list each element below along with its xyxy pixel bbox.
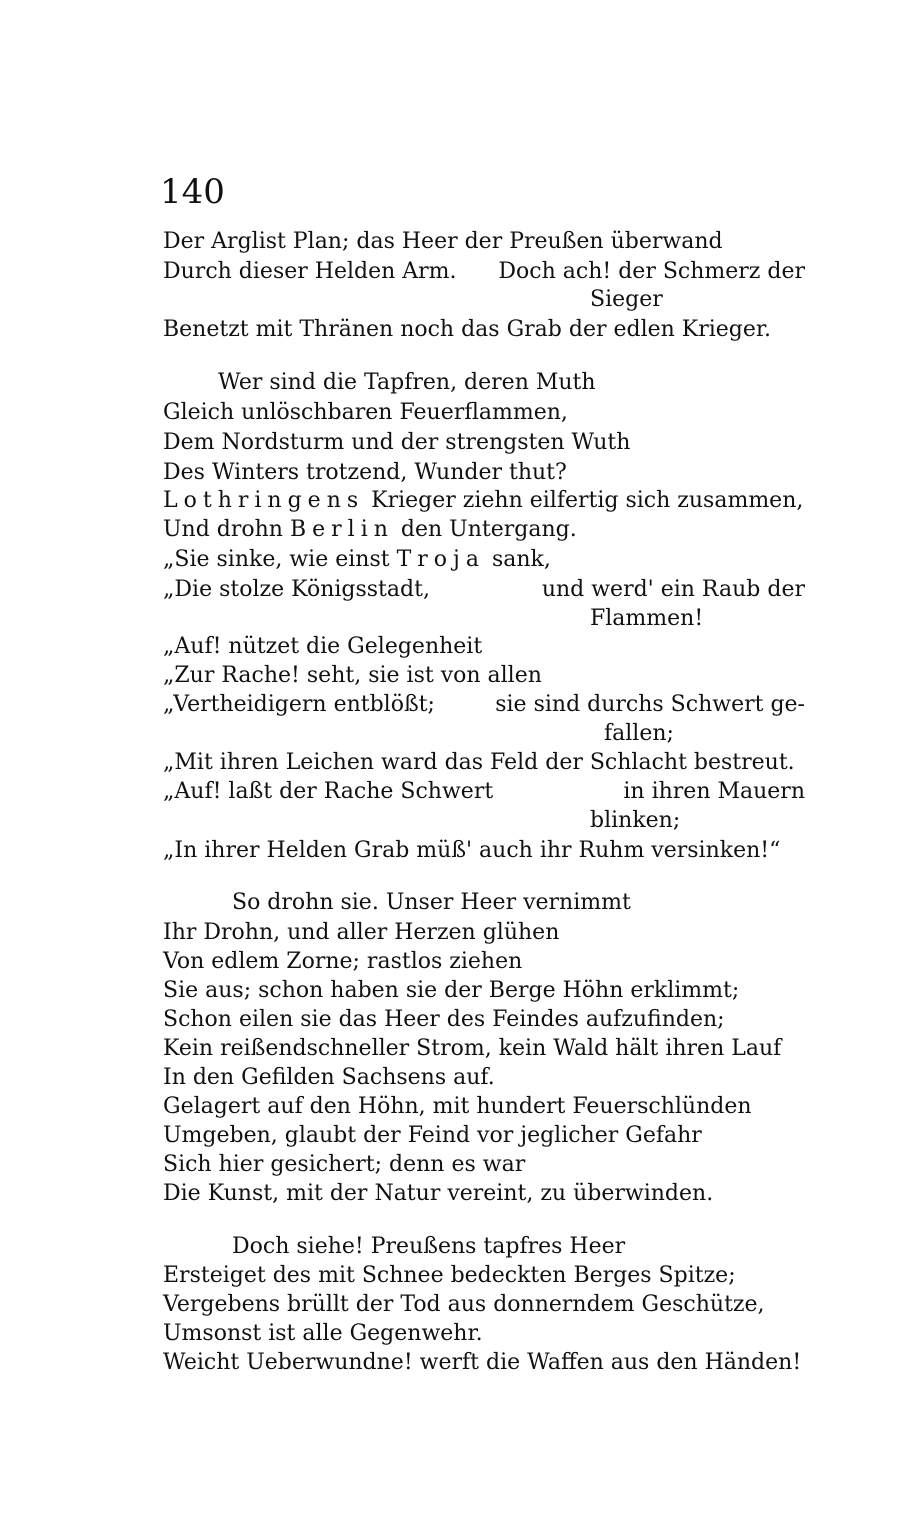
verse-line-part: sie sind durchs Schwert ge-	[495, 692, 805, 717]
verse-line: Schon eilen sie das Heer des Feindes aufzufinden;	[163, 1007, 725, 1032]
verse-line-part: „Sie sinke, wie einst	[163, 547, 390, 572]
verse-line: Der Arglist Plan; das Heer der Preußen überwand	[163, 229, 723, 254]
verse-line-continuation: blinken;	[590, 808, 681, 833]
verse-line: Des Winters trotzend, Wunder thut?	[163, 460, 567, 485]
verse-line-part: den Untergang.	[400, 517, 577, 542]
verse-line: Ihr Drohn, und aller Herzen glühen	[163, 920, 560, 945]
verse-line: „In ihrer Helden Grab müß' auch ihr Ruhm versinken!“	[163, 838, 781, 863]
verse-line: Dem Nordsturm und der strengsten Wuth	[163, 430, 631, 455]
verse-line: Umsonst ist alle Gegenwehr.	[163, 1321, 483, 1346]
verse-line	[163, 515, 577, 545]
verse-line-part: und werd' ein Raub der	[541, 577, 805, 602]
verse-line-part: Durch dieser Helden Arm.	[163, 259, 457, 284]
verse-line: Ersteiget des mit Schnee bedeckten Berges Spitze;	[163, 1263, 736, 1288]
page-number: 140	[160, 172, 225, 212]
verse-line	[163, 575, 805, 605]
verse-line-continuation: Flammen!	[590, 606, 704, 631]
emphasized-name: Berlin	[289, 517, 394, 542]
verse-line	[163, 777, 805, 807]
verse-line	[163, 257, 805, 287]
verse-line: So drohn sie. Unser Heer vernimmt	[232, 890, 631, 915]
verse-line	[163, 486, 803, 516]
verse-line-part: Doch ach! der Schmerz der	[498, 259, 805, 284]
emphasized-name: Troja	[396, 547, 485, 572]
verse-line: Von edlem Zorne; rastlos ziehen	[163, 949, 523, 974]
verse-line: „Zur Rache! seht, sie ist von allen	[163, 663, 542, 688]
verse-line	[163, 690, 805, 720]
verse-line: Die Kunst, mit der Natur vereint, zu überwinden.	[163, 1181, 714, 1206]
emphasized-name: Lothringens	[163, 488, 365, 513]
verse-line	[163, 545, 551, 575]
verse-line-continuation: fallen;	[604, 721, 674, 746]
verse-line: Doch siehe! Preußens tapfres Heer	[232, 1234, 626, 1259]
verse-line-part: sank,	[491, 547, 551, 572]
verse-line-part: „Auf! laßt der Rache Schwert	[163, 779, 494, 804]
verse-line-part: in ihren Mauern	[623, 779, 805, 804]
verse-line: Gelagert auf den Höhn, mit hundert Feuerschlünden	[163, 1094, 752, 1119]
verse-line-continuation: Sieger	[590, 287, 663, 312]
verse-line: In den Gefilden Sachsens auf.	[163, 1065, 495, 1090]
verse-line: Wer sind die Tapfren, deren Muth	[218, 370, 596, 395]
verse-line: Sich hier gesichert; denn es war	[163, 1152, 526, 1177]
verse-line: Kein reißendschneller Strom, kein Wald hält ihren Lauf	[163, 1036, 782, 1061]
verse-line: Weicht Ueberwundne! werft die Waffen aus den Händen!	[163, 1350, 802, 1375]
verse-line-part: Und drohn	[163, 517, 283, 542]
verse-line: Umgeben, glaubt der Feind vor jeglicher Gefahr	[163, 1123, 702, 1148]
verse-line: Vergebens brüllt der Tod aus donnerndem Geschütze,	[163, 1292, 765, 1317]
verse-line: Benetzt mit Thränen noch das Grab der edlen Krieger.	[163, 317, 771, 342]
verse-line: „Auf! nützet die Gelegenheit	[163, 634, 483, 659]
verse-line-part: „Die stolze Königsstadt,	[163, 577, 430, 602]
verse-line: Sie aus; schon haben sie der Berge Höhn erklimmt;	[163, 978, 740, 1003]
verse-line-part: Krieger ziehn eilfertig sich zusammen,	[371, 488, 804, 513]
verse-line: Gleich unlöschbaren Feuerflammen,	[163, 400, 568, 425]
verse-line-part: „Vertheidigern entblößt;	[163, 692, 435, 717]
verse-line: „Mit ihren Leichen ward das Feld der Schlacht bestreut.	[163, 750, 795, 775]
